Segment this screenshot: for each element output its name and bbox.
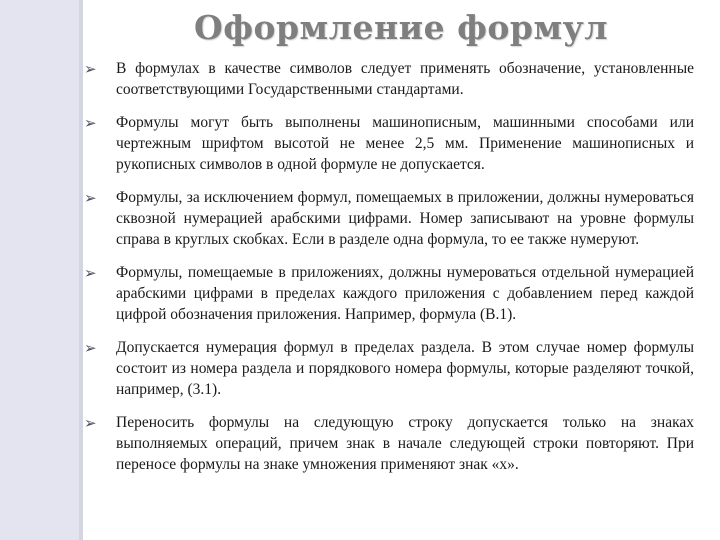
slide-title: Оформление формул (193, 8, 609, 47)
side-decoration-band (0, 0, 79, 540)
bullet-item (84, 187, 694, 250)
bullet-item (84, 412, 694, 475)
arrow-bullet-icon: ➢ (84, 264, 97, 282)
arrow-bullet-icon: ➢ (84, 414, 97, 432)
side-divider (79, 0, 83, 540)
bullet-text: Формулы, помещаемые в приложениях, должны нумероваться отдельной нумерацией арабскими цифрами в пределах каждого приложения с добавлением перед каждой цифрой обозначения приложения. Например, формула (В.1). (116, 264, 694, 323)
arrow-bullet-icon: ➢ (84, 114, 97, 132)
bullet-item (84, 112, 694, 175)
arrow-bullet-icon: ➢ (84, 189, 97, 207)
bullet-text: Допускается нумерация формул в пределах раздела. В этом случае номер формулы состоит из номера раздела и порядкового номера формулы, которые разделяют точкой, например, (3.1). (116, 339, 694, 398)
bullet-list (84, 58, 694, 487)
arrow-bullet-icon: ➢ (84, 60, 97, 78)
bullet-text: Формулы, за исключением формул, помещаемых в приложении, должны нумероваться сквозной нумерацией арабскими цифрами. Номер записывают на уровне формулы справа в круглых скобках. Если в разделе одна формула, то ее также нумеруют. (116, 189, 694, 248)
bullet-text: В формулах в качестве символов следует применять обозначение, установленные соответствующими Государственными стандартами. (116, 60, 694, 98)
arrow-bullet-icon: ➢ (84, 339, 97, 357)
bullet-text: Переносить формулы на следующую строку допускается только на знаках выполняемых операций, причем знак в начале следующей строки повторяют. При переносе формулы на знаке умножения применяют знак «х». (116, 414, 694, 473)
bullet-item (84, 58, 694, 100)
bullet-item (84, 337, 694, 400)
bullet-item (84, 262, 694, 325)
bullet-text: Формулы могут быть выполнены машинописным, машинными способами или чертежным шрифтом высотой не менее 2,5 мм. Применение машинописных и рукописных символов в одной формуле не допускается. (116, 114, 694, 173)
title-area (0, 8, 720, 47)
